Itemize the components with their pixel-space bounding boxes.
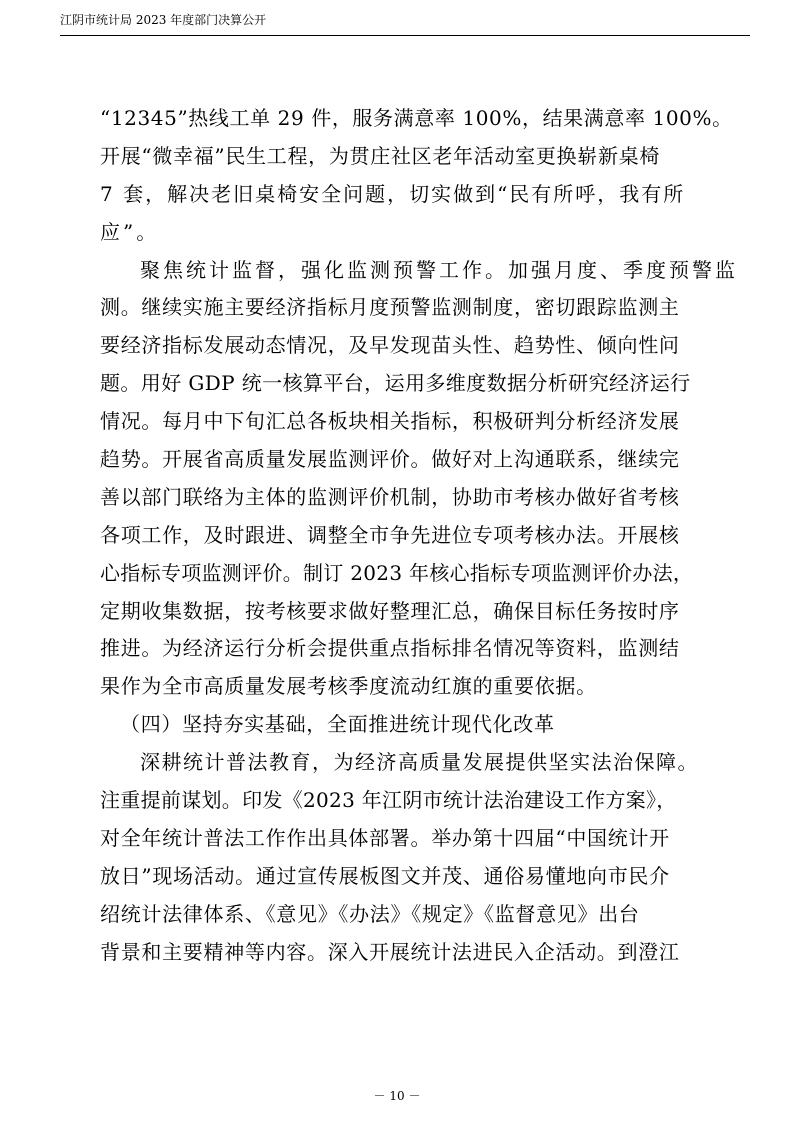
text-line: 定期收集数据，按考核要求做好整理汇总，确保目标任务按时序: [100, 598, 680, 623]
text-line: “12345”热线工单 29 件，服务满意率 100%，结果满意率 100%。: [100, 106, 733, 130]
text-line: 绍统计法律体系、《意见》《办法》《规定》《监督意见》出台: [100, 901, 640, 926]
text-line: 背景和主要精神等内容。深入开展统计法进民入企活动。到澄江: [100, 939, 680, 964]
text-line: 7 套，解决老旧桌椅安全问题，切实做到“民有所呼，我有所: [100, 181, 686, 206]
page-number: － 10 －: [373, 1089, 421, 1103]
text-line: 善以部门联络为主体的监测评价机制，协助市考核办做好省考核: [100, 484, 680, 509]
text-line: 放日”现场活动。通过宣传展板图文并茂、通俗易懂地向市民介: [100, 863, 670, 888]
text-line: 聚焦统计监督，强化监测预警工作。加强月度、季度预警监: [140, 257, 738, 282]
running-header: 江阴市统计局 2023 年度部门决算公开: [60, 13, 267, 27]
text-line: 测。继续实施主要经济指标月度预警监测制度，密切跟踪监测主: [100, 295, 680, 320]
document-body: [100, 100, 738, 971]
text-line: 题。用好 GDP 统一核算平台，运用多维度数据分析研究经济运行: [100, 371, 691, 396]
text-line: 应”。: [100, 219, 160, 244]
text-line: 对全年统计普法工作作出具体部署。举办第十四届“中国统计开: [100, 825, 670, 850]
text-line: 各项工作，及时跟进、调整全市争先进位专项考核办法。开展核: [100, 522, 680, 547]
text-line: （四）坚持夯实基础，全面推进统计现代化改革: [120, 712, 555, 737]
text-line: 果作为全市高质量发展考核季度流动红旗的重要依据。: [100, 674, 597, 699]
text-line: 深耕统计普法教育，为经济高质量发展提供坚实法治保障。: [140, 750, 699, 775]
text-line: 注重提前谋划。印发《2023 年江阴市统计法治建设工作方案》，: [100, 788, 677, 813]
text-line: 心指标专项监测评价。制订 2023 年核心指标专项监测评价办法，: [100, 560, 694, 585]
text-line: 情况。每月中下旬汇总各板块相关指标，积极研判分析经济发展: [100, 409, 680, 434]
text-line: 开展“微幸福”民生工程，为贯庄社区老年活动室更换崭新桌椅: [100, 143, 661, 168]
text-line: 要经济指标发展动态情况，及早发现苗头性、趋势性、倾向性问: [100, 333, 680, 358]
header-divider: [60, 35, 750, 36]
text-line: 推进。为经济运行分析会提供重点指标排名情况等资料，监测结: [100, 636, 680, 661]
text-line: 趋势。开展省高质量发展监测评价。做好对上沟通联系，继续完: [100, 447, 680, 472]
